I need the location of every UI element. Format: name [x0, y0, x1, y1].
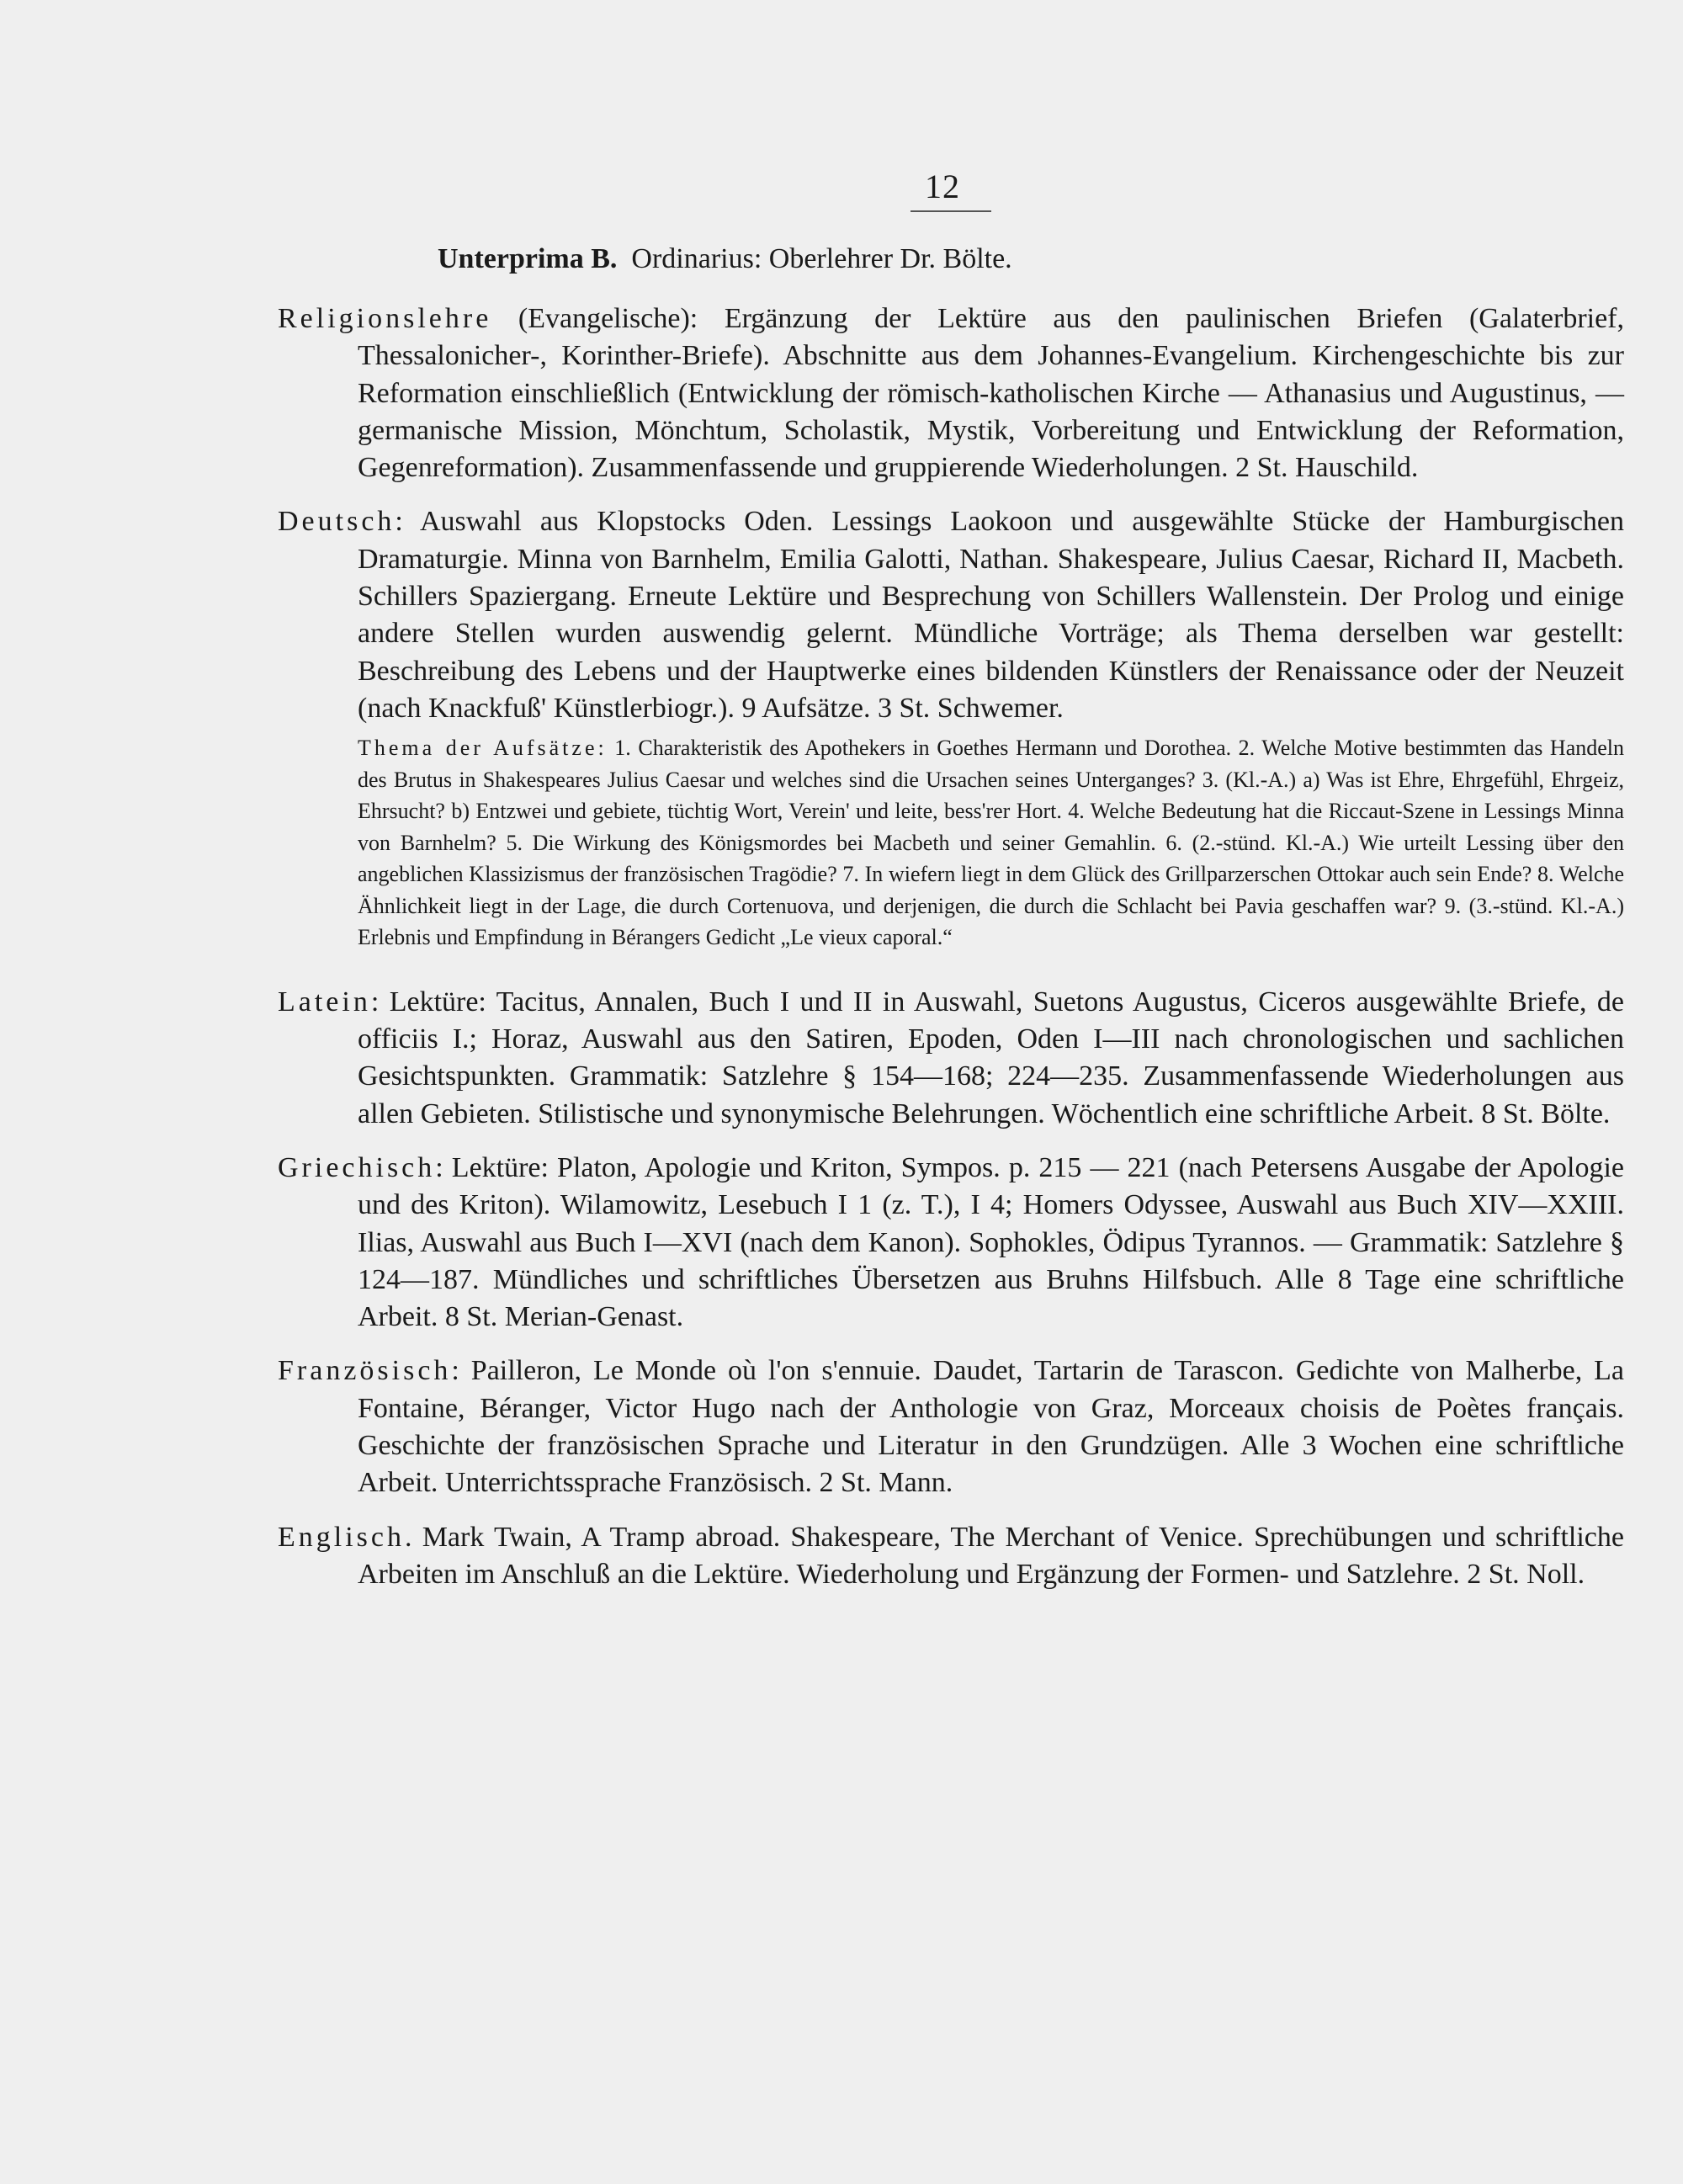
subject-text-deutsch: : Auswahl aus Klopstocks Oden. Lessings Laokoon und ausgewählte Stücke der Hamburgischen Dramaturgie. Minna von Barnhelm, Emilia Galotti, Nathan. Shakespeare, Julius Caesar, Richard II, Macbeth. Schillers Spaziergang. Erneute Lektüre und Besprechung von Schillers Wallenstein. Der Prolog und einige andere Stellen wurden auswendig gelernt. Mündliche Vorträge; als Thema derselben war gestellt: Beschreibung des Lebens und der Hauptwerke eines bildenden Künstlers der Renaissance oder der Neuzeit (nach Knackfuß' Künstlerbiogr.). 9 Aufsätze. 3 St. Schwemer. [358, 506, 1624, 724]
subject-text-griechisch: : Lektüre: Platon, Apologie und Kriton, Sympos. p. 215 — 221 (nach Petersens Ausgabe der Apologie und des Kriton). Wilamowitz, Lesebuch I 1 (z. T.), I 4; Homers Odyssee, Auswahl aus Buch XIV—XXIII. Ilias, Auswahl aus Buch I—XVI (nach dem Kanon). Sophokles, Ödipus Tyrannos. — Grammatik: Satzlehre § 124—187. Mündliches und schriftliches Übersetzen aus Bruhns Hilfsbuch. Alle 8 Tage eine schriftliche Arbeit. 8 St. Merian-Genast. [358, 1151, 1624, 1333]
page-number-rule [911, 210, 991, 212]
subject-name-religion: Religionslehre [278, 303, 492, 334]
class-name: Unterprima B. [438, 243, 618, 274]
subject-text-englisch: . Mark Twain, A Tramp abroad. Shakespeare, The Merchant of Venice. Sprechübungen und schriftliche Arbeiten im Anschluß an die Lektüre. Wiederholung und Ergänzung der Formen- und Satzlehre. 2 St. Noll. [358, 1521, 1624, 1590]
subject-text-franzoesisch: : Pailleron, Le Monde où l'on s'ennuie. Daudet, Tartarin de Tarascon. Gedichte von Malherbe, La Fontaine, Béranger, Victor Hugo nach der Anthologie von Graz, Morceaux choisis de Poètes français. Geschichte der französischen Sprache und Literatur in den Grundzügen. Alle 3 Wochen eine schriftliche Arbeit. Unterrichtssprache Französisch. 2 St. Mann. [358, 1355, 1624, 1499]
subject-name-latein: Latein [278, 986, 371, 1018]
subject-name-deutsch: Deutsch [278, 506, 396, 538]
essay-topics-text: 1. Charakteristik des Apothekers in Goethes Hermann und Dorothea. 2. Welche Motive bestimmten das Handeln des Brutus in Shakespeares Julius Caesar und welches sind die Ursachen seines Unterganges? 3. (Kl.-A.) a) Was ist Ehre, Ehrgefühl, Ehrgeiz, Ehrsucht? b) Entzwei und gebiete, tüchtig Wort, Verein' und leite, bess'rer Hort. 4. Welche Bedeutung hat die Riccaut-Szene in Lessings Minna von Barnhelm? 5. Die Wirkung des Königsmordes bei Macbeth und seiner Gemahlin. 6. (2.-stünd. Kl.-A.) Wie urteilt Lessing über den angeblichen Klassizismus der französischen Tragödie? 7. In wiefern liegt in dem Glück des Grillparzerschen Ottokar auch sein Ende? 8. Welche Ähnlichkeit liegt in der Lage, die durch Cortenuova, und derjenigen, die durch die Schlacht bei Pavia geschaffen war? 9. (3.-stünd. Kl.-A.) Erlebnis und Empfindung in Bérangers Gedicht „Le vieux caporal.“ [358, 736, 1625, 950]
subject-religion [278, 300, 1624, 486]
subject-latein [278, 984, 1624, 1133]
ordinarius: Ordinarius: Oberlehrer Dr. Bölte. [631, 243, 1012, 274]
subject-englisch [278, 1519, 1624, 1594]
subject-griechisch [278, 1150, 1624, 1336]
essay-topics [278, 732, 1624, 954]
subject-name-franzoesisch: Französisch [278, 1355, 452, 1387]
essay-topics-label: Thema der Aufsätze: [358, 736, 608, 761]
main-content [278, 240, 1624, 1610]
subject-name-englisch: Englisch [278, 1521, 405, 1553]
subject-name-griechisch: Griechisch [278, 1151, 436, 1183]
subject-text-latein: : Lektüre: Tacitus, Annalen, Buch I und II in Auswahl, Suetons Augustus, Ciceros ausgewählte Briefe, de officiis I.; Horaz, Auswahl aus den Satiren, Epoden, Oden I—III nach chronologischen und sachlichen Gesichtspunkten. Grammatik: Satzlehre § 154—168; 224—235. Zusammenfassende Wiederholungen aus allen Gebieten. Stilistische und synonymische Belehrungen. Wöchentlich eine schriftliche Arbeit. 8 St. Bölte. [358, 986, 1624, 1129]
page-number: 12 [925, 167, 960, 205]
class-header [438, 240, 1624, 279]
subject-deutsch [278, 503, 1624, 727]
subject-franzoesisch [278, 1352, 1624, 1501]
subject-text-religion: (Evangelische): Ergänzung der Lektüre aus den paulinischen Briefen (Galaterbrief, Thessalonicher-, Korinther-Briefe). Abschnitte aus dem Johannes-Evangelium. Kirchengeschichte bis zur Reformation einschließlich (Entwicklung der römisch-katholischen Kirche — Athanasius und Augustinus, — germanische Mission, Mönchtum, Scholastik, Mystik, Vorbereitung und Entwicklung der Reformation, Gegenreformation). Zusammenfassende und gruppierende Wiederholungen. 2 St. Hauschild. [358, 303, 1625, 484]
